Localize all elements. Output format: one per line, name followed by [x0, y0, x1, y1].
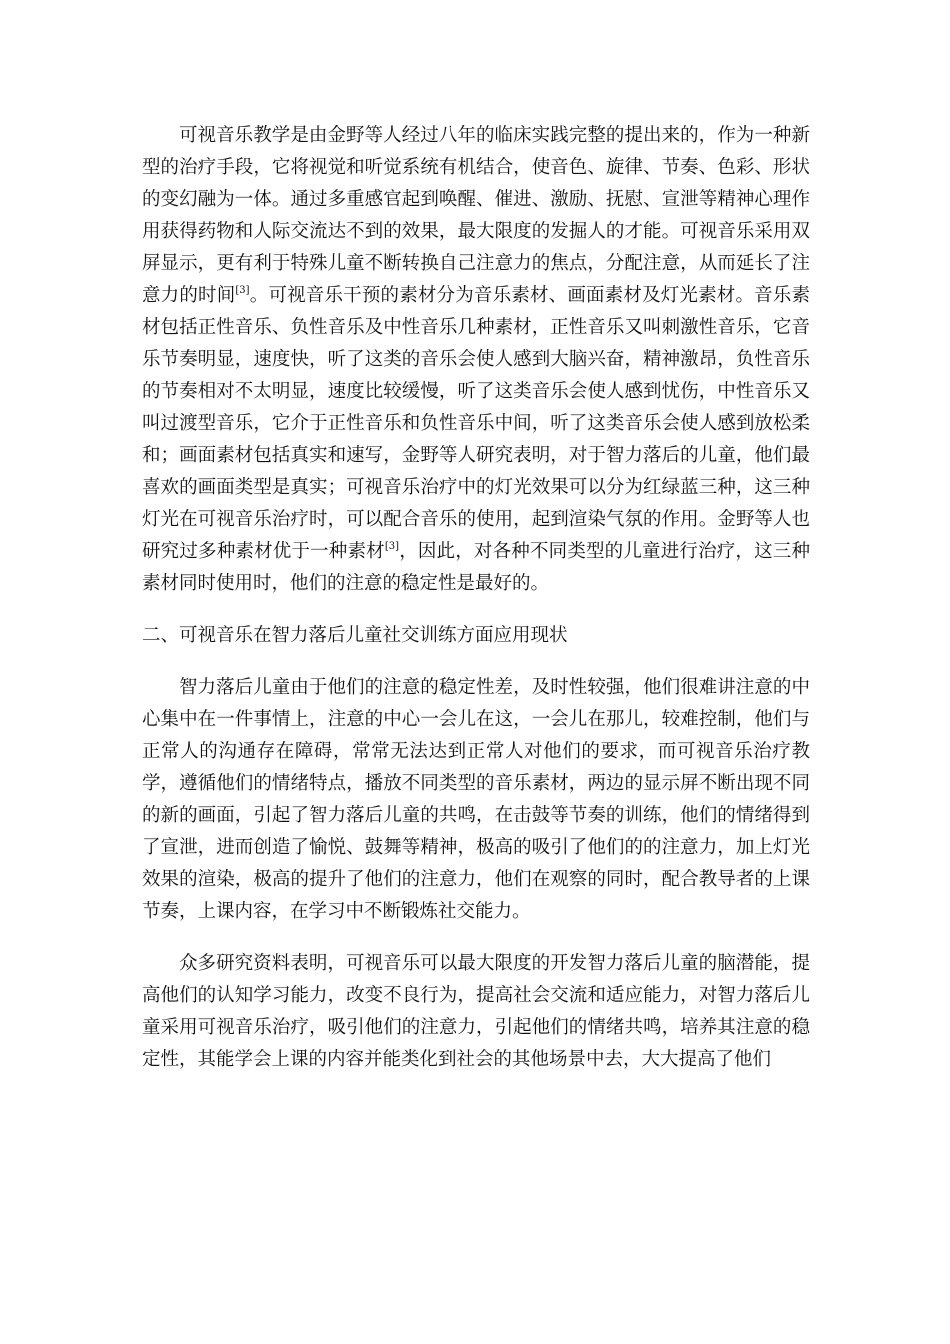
citation-ref: [3]	[384, 541, 400, 552]
paragraph-text: 。可视音乐干预的素材分为音乐素材、画面素材及灯光素材。音乐素材包括正性音乐、负性音乐及中性音乐几种素材，正性音乐又叫刺激性音乐，它音乐节奏明显，速度快，听了这类的音乐会使人感到大脑兴奋，精神激昂，负性音乐的节奏相对不太明显，速度比较缓慢，听了这类音乐会使人感到忧伤，中性音乐又叫过渡型音乐，它介于正性音乐和负性音乐中间，听了这类音乐会使人感到放松柔和；画面素材包括真实和速写，金野等人研究表明，对于智力落后的儿童，他们最喜欢的画面类型是真实；可视音乐治疗中的灯光效果可以分为红绿蓝三种，这三种灯光在可视音乐治疗时，可以配合音乐的使用，起到渲染气氛的作用。金野等人也研究过多种素材优于一种素材	[142, 285, 810, 562]
section-heading: 二、可视音乐在智力落后儿童社交训练方面应用现状	[142, 625, 568, 646]
document-page	[142, 120, 810, 1096]
citation-ref: [3]	[235, 285, 250, 296]
paragraph-visual-music-intro	[142, 120, 810, 600]
paragraph-social-training: 智力落后儿童由于他们的注意的稳定性差，及时性较强，他们很难讲注意的中心集中在一件事情上，注意的中心一会儿在这，一会儿在那儿，较难控制，他们与正常人的沟通存在障碍，常常无法达到正常人对他们的要求，而可视音乐治疗教学，遵循他们的情绪特点，播放不同类型的音乐素材，两边的显示屏不断出现不同的新的画面，引起了智力落后儿童的共鸣，在击鼓等节奏的训练，他们的情绪得到了宣泄，进而创造了愉悦、鼓舞等精神，极高的吸引了他们的的注意力，加上灯光效果的渲染，极高的提升了他们的注意力，他们在观察的同时，配合教导者的上课节奏，上课内容，在学习中不断锻炼社交能力。	[142, 677, 810, 922]
paragraph-text: ，因此，对各种不同类型的儿童进行治疗，这三种素材同时使用时，他们的注意的稳定性是最好的。	[142, 541, 810, 594]
paragraph-research-findings: 众多研究资料表明，可视音乐可以最大限度的开发智力落后儿童的脑潜能，提高他们的认知学习能力，改变不良行为，提高社会交流和适应能力，对智力落后儿童采用可视音乐治疗，吸引他们的注意力，引起他们的情绪共鸣，培养其注意的稳定性，其能学会上课的内容并能类化到社会的其他场景中去，大大提高了他们	[142, 953, 810, 1070]
paragraph-text: 可视音乐教学是由金野等人经过八年的临床实践完整的提出来的，作为一种新型的治疗手段，它将视觉和听觉系统有机结合，使音色、旋律、节奏、色彩、形状的变幻融为一体。通过多重感官起到唤醒、催进、激励、抚慰、宣泄等精神心理作用获得药物和人际交流达不到的效果，最大限度的发掘人的才能。可视音乐采用双屏显示，更有利于特殊儿童不断转换自己注意力的焦点，分配注意，从而延长了注意力的时间	[142, 125, 810, 306]
